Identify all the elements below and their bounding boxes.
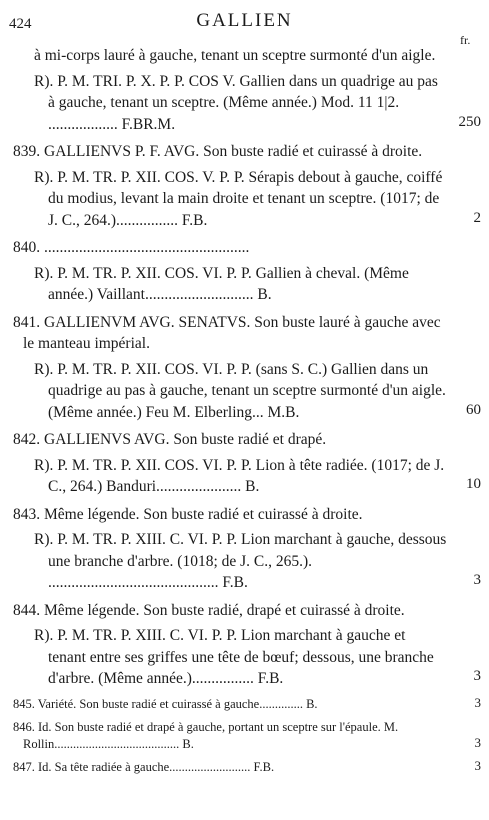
entry-price: 3 [473,668,481,684]
entry-text: 843. Même légende. Son buste radié et cuirassé à droite. [13,505,363,523]
catalog-entry [0,625,489,690]
entry-price: 250 [458,113,481,130]
entry-text: R). P. M. TRI. P. X. P. P. COS V. Gallien dans un quadrige au pas à gauche, tenant un sceptre. (Même année.) Mod. 11 1|2. .................. F.BR.M. [34,72,438,133]
catalog-entry [0,141,489,163]
entry-text: R). P. M. TR. P. XIII. C. VI. P. P. Lion marchant à gauche, dessous une branche d'arbre. (1018; de J. C., 265.). ............................................ F.B. [34,531,447,591]
running-title: GALLIEN [196,10,293,31]
entry-price: 60 [466,401,481,418]
entry-text: R). P. M. TR. P. XII. COS. V. P. P. Sérapis debout à gauche, coiffé du modius, levant la main droite et tenant un sceptre. (1017; de J. C., 264.)................ F.B. [34,168,443,229]
entry-price: 3 [474,734,481,750]
entry-price: 3 [474,757,481,773]
entry-text: R). P. M. TR. P. XII. COS. VI. P. P. Gallien à cheval. (Même année.) Vaillant............................ B. [34,264,409,303]
entry-text: 845. Variété. Son buste radié et cuirassé à gauche.............. B. [13,696,318,711]
catalog-entry [0,696,489,713]
entry-text: 846. Id. Son buste radié et drapé à gauche, portant un sceptre sur l'épaule. M. Rollin........................................ B. [13,719,399,751]
entry-price: 10 [466,476,481,492]
entry-price: 3 [474,694,481,710]
entry-price: 3 [473,572,481,588]
catalog-entry [0,455,489,498]
unit-label: fr. [460,33,471,47]
catalog-entry [0,45,489,67]
entry-text: 842. GALLIENVS AVG. Son buste radié et drapé. [13,431,327,448]
page-number: 424 [9,16,32,32]
entry-text: 839. GALLIENVS P. F. AVG. Son buste radié et cuirassé à droite. [13,143,423,160]
entry-text: à mi-corps lauré à gauche, tenant un sceptre surmonté d'un aigle. [34,47,436,64]
entry-text: R). P. M. TR. P. XII. COS. VI. P. P. Lion à tête radiée. (1017; de J. C., 264.) Banduri...................... B. [34,456,445,495]
page-header [0,6,489,47]
catalog-entry [0,719,489,753]
catalog-entry [0,312,489,355]
entry-text: 847. Id. Sa tête radiée à gauche.......................... F.B. [13,759,275,774]
catalog-entry [0,429,489,451]
catalog-entry [0,71,489,136]
catalog-entries [0,45,489,776]
catalog-entry [0,529,489,594]
catalog-entry [0,759,489,776]
catalog-entry [0,359,489,424]
entry-text: R). P. M. TR. P. XII. COS. VI. P. P. (sans S. C.) Gallien dans un quadrige au pas à gauche, tenant un sceptre surmonté d'un aigle. (Même année.) Feu M. Elberling... M.B. [34,360,446,421]
entry-price: 2 [473,209,481,226]
catalog-entry [0,167,489,232]
entry-text: R). P. M. TR. P. XIII. C. VI. P. P. Lion marchant à gauche et tenant entre ses griffes une tête de bœuf; dessous, une branche d'arbre. (Même année.)................ F.B. [34,627,434,687]
entry-text: 844. Même légende. Son buste radié, drapé et cuirassé à droite. [13,601,405,619]
catalog-entry [0,504,489,526]
catalog-entry [0,600,489,622]
entry-text: 840. ..................................................... [13,239,250,256]
entry-text: 841. GALLIENVM AVG. SENATVS. Son buste lauré à gauche avec le manteau impérial. [13,313,441,352]
catalog-entry [0,237,489,259]
catalog-entry [0,263,489,306]
